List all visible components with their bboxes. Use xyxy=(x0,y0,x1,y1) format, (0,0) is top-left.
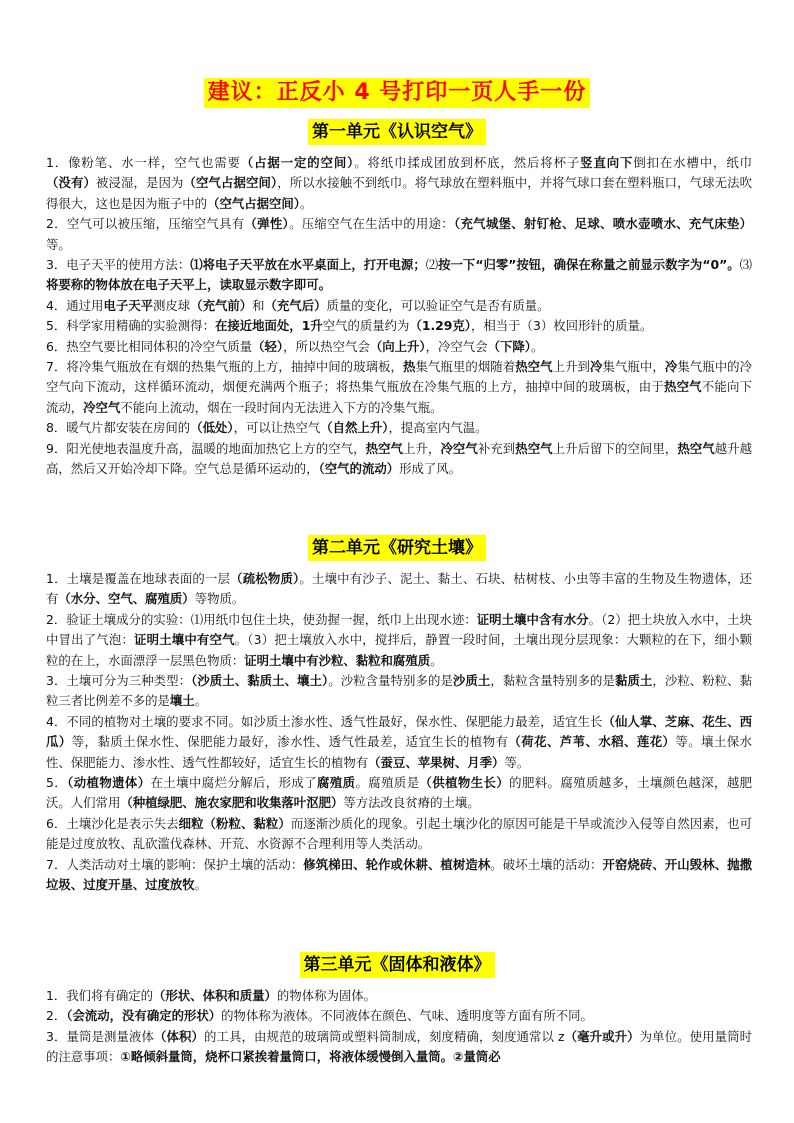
unit-2-heading xyxy=(0,535,794,561)
text: 等。 xyxy=(46,236,71,252)
unit-2-heading-text: 第二单元《研究土壤》 xyxy=(308,535,486,561)
text: 。（2）把土块放入水中，土块中冒出了气泡： xyxy=(46,611,752,648)
bold-text: 电子天平 xyxy=(103,297,154,313)
bold-text: 竖直向下 xyxy=(580,155,634,170)
bold-text: （向上升） xyxy=(369,338,426,354)
bold-text: （下降） xyxy=(487,338,531,354)
bold-text: 热空气 xyxy=(677,440,715,456)
bold-text: 腐殖质 xyxy=(317,775,356,791)
bold-text: 热空气 xyxy=(515,440,553,456)
unit-2-item-6 xyxy=(46,814,752,855)
text: 2．空气可以被压缩，压缩空气具有 xyxy=(46,216,245,232)
text: 。沙粒含量特别多的是 xyxy=(328,673,453,689)
bold-text: 证明土壤中有沙粒、黏粒和腐殖质 xyxy=(244,652,431,668)
bold-text: （1.29克） xyxy=(409,318,471,334)
bold-text: （空气占据空间） xyxy=(183,175,278,191)
bold-text: 冷空气 xyxy=(83,399,121,415)
text: 3．电子天平的使用方法： xyxy=(46,257,191,273)
bold-text: 热 xyxy=(403,359,416,375)
bold-text: 细粒（粉粒、黏粒） xyxy=(178,815,291,831)
unit-1-content xyxy=(46,153,752,480)
text: 空气的质量约为 xyxy=(322,318,410,334)
page-title-text: 建议：正反小 4 号打印一页人手一份 xyxy=(204,78,591,108)
bold-text: 开窑烧砖、开山毁林、抛撒垃圾、过度开垦、过度放牧 xyxy=(46,856,753,893)
text: 越升越高，然后又开始冷却下降。空气总是循环运动的， xyxy=(46,440,753,477)
bold-text: （轻） xyxy=(252,338,284,354)
unit-3-item-2 xyxy=(46,1006,752,1026)
bold-text: ⑴将电子天平放在水平桌面上，打开电源； xyxy=(190,257,426,273)
bold-text: （蚕豆、苹果树、月季） xyxy=(368,754,505,770)
unit-1-item-9 xyxy=(46,439,752,480)
text: 上升到 xyxy=(552,359,591,375)
page-title xyxy=(0,78,794,108)
text: 的物体称为固体。 xyxy=(276,988,377,1003)
bold-text: （荷花、芦苇、水稻、莲花） xyxy=(508,734,676,750)
text: 3．土壤可分为三种类型： xyxy=(46,673,192,689)
text: ⑶ xyxy=(739,257,753,273)
bold-text: （疏松物质） xyxy=(230,571,300,586)
text: 集气瓶里的烟随着 xyxy=(415,359,516,375)
bold-text: （动植物遗体） xyxy=(67,775,151,791)
bold-text: （充气后） xyxy=(264,297,327,313)
text: 等方法改良贫瘠的土壤。 xyxy=(343,795,480,811)
text: 7．将冷集气瓶放在有烟的热集气瓶的上方，抽掉中间的玻璃板， xyxy=(46,359,404,375)
bold-text: （空气占据空间） xyxy=(207,195,301,211)
text: 形成了风。 xyxy=(399,461,462,477)
text: ，冷空气会 xyxy=(425,338,488,354)
text: 。压缩空气在生活中的用途： xyxy=(289,216,454,232)
text: 集气瓶中的冷空气向下流动，这样循环流动，烟便充满两个瓶子；将热集气瓶放在冷集气瓶的上方，抽掉中间的玻璃板，由于 xyxy=(46,359,753,395)
unit-2-item-5 xyxy=(46,773,752,814)
text: 。腐殖质是 xyxy=(355,775,420,791)
bold-text: 按一下“归零”按钮，确保在称量之前显示数字为“0”。 xyxy=(438,257,740,273)
text: ，相当于（3）枚回形针的质量。 xyxy=(471,318,653,334)
text: 的工具，由规范的玻璃筒或塑料筒制成，刻度精确，刻度通常以 z xyxy=(203,1028,565,1044)
text: 集气瓶中， xyxy=(602,359,665,375)
bold-text: （空气的流动） xyxy=(318,461,400,477)
unit-3-heading xyxy=(0,952,794,978)
bold-text: 修筑梯田、轮作或休耕、植树造林 xyxy=(303,856,491,872)
bold-text: （水分、空气、腐殖质） xyxy=(58,591,195,607)
bold-text: （毫升或升） xyxy=(564,1028,640,1044)
text: ，可以让热空气 xyxy=(233,420,321,436)
text: 被浸湿，是因为 xyxy=(96,175,184,191)
text: 4．不同的植物对土壤的要求不同。如沙质土渗水性、透气性最好，保水性、保肥能力最差，适宜生长 xyxy=(46,713,603,729)
bold-text: 冷空气 xyxy=(440,440,478,456)
unit-1-item-6 xyxy=(46,337,752,357)
text: 。 xyxy=(430,652,443,668)
text: 。 xyxy=(194,877,208,893)
text: 等。壤土保水性、保肥能力、渗水性、透气性都较好，适宜生长的植物有 xyxy=(46,734,753,770)
unit-2-item-3 xyxy=(46,671,752,712)
text: 在土壤中腐烂分解后，形成了 xyxy=(150,775,318,791)
text: 9．阳光使地表温度升高，温暖的地面加热它上方的空气， xyxy=(46,440,366,456)
bold-text: （种植绿肥、施农家肥和收集落叶沤肥） xyxy=(120,795,344,811)
text: 5． xyxy=(46,775,68,791)
text: 4．通过用 xyxy=(46,297,104,313)
unit-3-item-1 xyxy=(46,986,752,1006)
unit-1-heading xyxy=(0,119,794,145)
text: 等。 xyxy=(504,754,530,770)
text: 而逐渐沙质化的现象。引起土壤沙化的原因可能是干旱或流沙入侵等自然因素，也可能是过度放牧、乱砍滥伐森林、开荒、水资源不合理利用等人类活动。 xyxy=(46,815,753,852)
unit-1-item-5 xyxy=(46,316,752,336)
text: 为单位。使用量筒时的注意事项： xyxy=(46,1028,753,1065)
unit-1-item-2 xyxy=(46,214,752,255)
bold-text: （会流动，没有确定的形状） xyxy=(66,1008,222,1024)
text: 。将纸巾揉成团放到杯底，然后将杯子 xyxy=(354,155,581,170)
bold-text: 热空气 xyxy=(515,359,553,375)
text: 1．我们将有确定的 xyxy=(46,988,154,1003)
text: ⑵ xyxy=(425,257,439,273)
text: 质量的变化，可以验证空气是否有质量。 xyxy=(326,297,550,313)
unit-2-item-1 xyxy=(46,569,752,610)
text: ，所以水接触不到纸巾。将气球放在塑料瓶中，并将气球口套在塑料瓶口，气球无法吹得很大，这也是因为瓶子中的 xyxy=(46,175,753,211)
unit-1-item-7 xyxy=(46,357,752,418)
text: 。 xyxy=(300,195,313,211)
text: 上升， xyxy=(403,440,441,456)
bold-text: 热空气 xyxy=(663,379,702,395)
text: 8．暖气片都安装在房间的 xyxy=(46,420,191,436)
unit-2-item-4 xyxy=(46,712,752,773)
unit-1-item-1 xyxy=(46,153,752,214)
bold-text: 将要称的物体放在电子天平上，读取显示数字即可。 xyxy=(46,277,331,293)
unit-1-heading-text: 第一单元《认识空气》 xyxy=(308,119,486,145)
text: 1．像粉笔、水一样，空气也需要 xyxy=(46,155,241,170)
unit-2-item-7 xyxy=(46,855,752,896)
unit-2-content xyxy=(46,569,752,896)
text: 测皮球 xyxy=(153,297,191,313)
bold-text: 壤土 xyxy=(169,693,195,709)
text: ，沙粒、粉粒、黏粒三者比例差不多的是 xyxy=(46,673,753,709)
bold-text: （占据一定的空间） xyxy=(240,155,355,170)
text: 5．科学家用精确的实验测得： xyxy=(46,318,215,334)
text: 2．验证土壤成分的实验：⑴用纸巾包住土块，使劲握一握，纸巾上出现水迹： xyxy=(46,611,477,627)
text: 6．土壤沙化是表示失去 xyxy=(46,815,179,831)
text: 等物质。 xyxy=(194,591,245,607)
bold-text: （弹性） xyxy=(244,216,290,232)
unit-1-item-8 xyxy=(46,418,752,438)
text: 。 xyxy=(194,693,208,709)
unit-1-item-4 xyxy=(46,296,752,316)
bold-text: （自然上升） xyxy=(320,420,389,436)
unit-3-heading-text: 第三单元《固体和液体》 xyxy=(300,952,495,978)
bold-text: ①略倾斜量筒，烧杯口紧挨着量筒口，将液体缓慢倒入量筒。②量筒必 xyxy=(120,1049,501,1065)
text: 3．量筒是测量液体 xyxy=(46,1028,154,1044)
text: ，提高室内气温。 xyxy=(388,420,488,436)
text: 等，黏质土保水性、保肥能力最好，渗水性、透气性最差，适宜生长的植物有 xyxy=(71,734,509,750)
unit-2-item-2 xyxy=(46,610,752,671)
text: 2． xyxy=(46,1008,67,1024)
bold-text: 沙质土 xyxy=(452,673,491,689)
text: 的物体称为液体。不同液体在颜色、气味、透明度等方面有所不同。 xyxy=(221,1008,593,1024)
unit-3-content xyxy=(46,986,752,1068)
text: 6．热空气要比相同体积的冷空气质量 xyxy=(46,338,253,354)
text: 上升后留下的空间里， xyxy=(552,440,678,456)
bold-text: 证明土壤中含有水分 xyxy=(476,611,589,627)
bold-text: （充气城堡、射钉枪、足球、喷水壶喷水、充气床垫） xyxy=(454,216,752,232)
bold-text: 冷 xyxy=(590,359,603,375)
text: 补充到 xyxy=(477,440,516,456)
text: 的肥料。腐殖质越多，土壤颜色越深，越肥沃。人们常用 xyxy=(46,775,753,811)
unit-1-item-3 xyxy=(46,255,752,296)
unit-3-item-3 xyxy=(46,1027,752,1068)
bold-text: （供植物生长） xyxy=(419,775,510,791)
text: 。破坏土壤的活动： xyxy=(490,856,603,872)
text: 。（3）把土壤放入水中，搅拌后，静置一段时间，土壤出现分层现象：大颗粒的在下，细小颗粒的在上，水面漂浮一层黑色物质： xyxy=(46,632,753,668)
text: 7．人类活动对土壤的影响：保护土壤的活动： xyxy=(46,856,304,872)
text: 。 xyxy=(530,338,544,354)
bold-text: （没有） xyxy=(46,175,96,191)
bold-text: （充气前） xyxy=(190,297,253,313)
bold-text: （仙人掌、芝麻、花生、西瓜） xyxy=(46,713,753,750)
bold-text: 在接近地面处，1升 xyxy=(214,318,323,334)
bold-text: 证明土壤中有空气 xyxy=(134,632,235,648)
bold-text: 热空气 xyxy=(365,440,404,456)
text: ，所以热空气会 xyxy=(283,338,370,354)
bold-text: （低处） xyxy=(190,420,234,436)
bold-text: （沙质土、黏质土、壤土） xyxy=(191,673,329,689)
text: 1．土壤是覆盖在地球表面的一层 xyxy=(46,571,231,586)
text: 。土壤中有沙子、泥土、黏土、石块、枯树枝、小虫等丰富的生物及生物遗体，还有 xyxy=(46,571,752,607)
text: 和 xyxy=(252,297,265,313)
text: 倒扣在水槽中，纸巾 xyxy=(633,155,753,170)
text: 不能向下流动， xyxy=(46,379,753,415)
bold-text: 黏质土 xyxy=(614,673,653,689)
bold-text: （形状、体积和质量） xyxy=(153,988,277,1003)
text: 不能向上流动，烟在一段时间内无法进入下方的冷集气瓶。 xyxy=(120,399,443,415)
bold-text: 冷 xyxy=(664,359,678,375)
bold-text: （体积） xyxy=(153,1028,204,1044)
text: ，黏粒含量特别多的是 xyxy=(490,673,615,689)
